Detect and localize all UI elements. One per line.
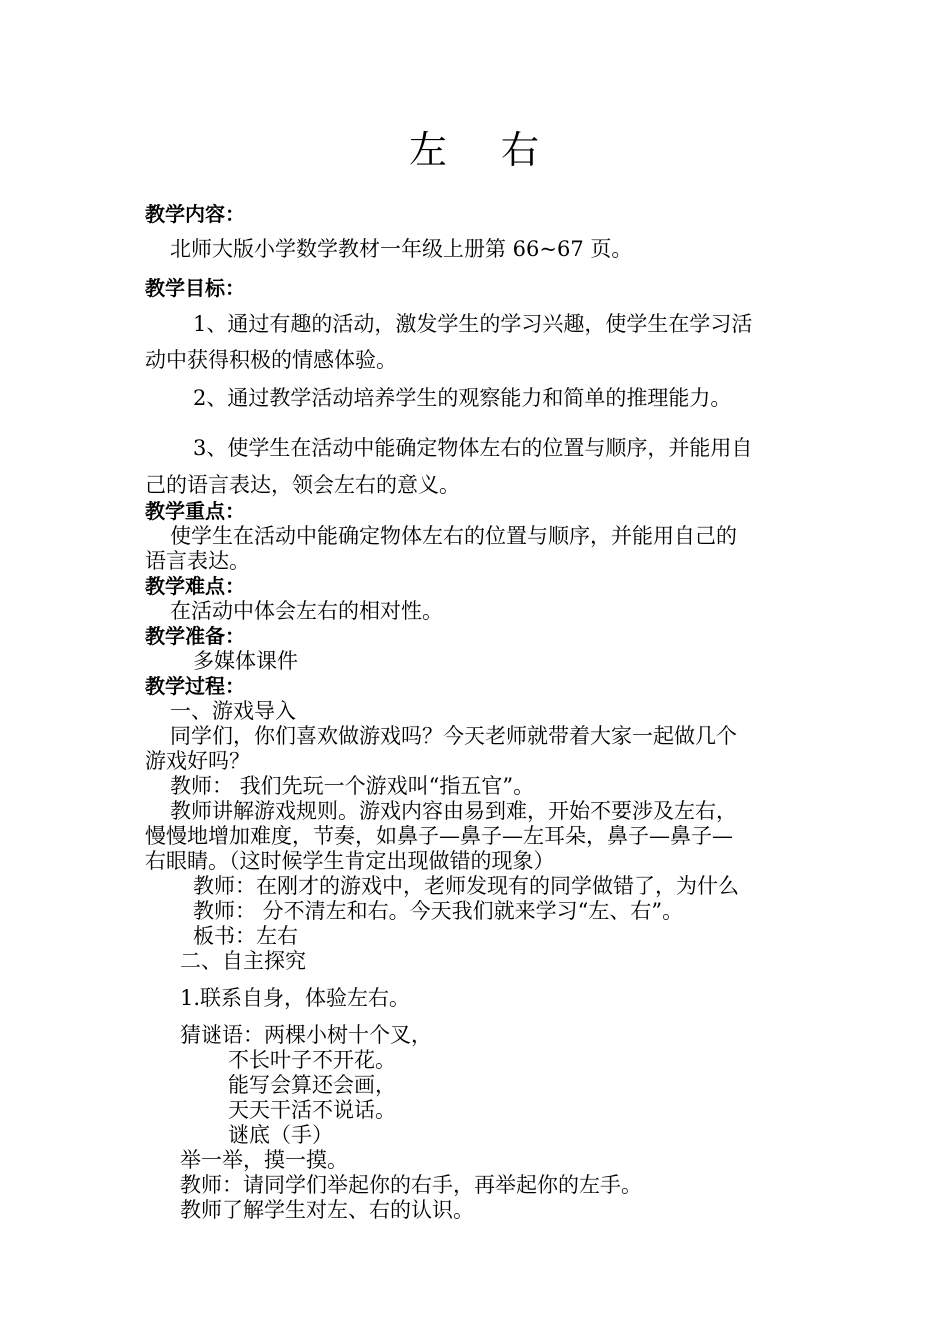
title-left-char: 左 bbox=[408, 128, 449, 172]
process-p1-line-2: 游戏好吗？ bbox=[145, 749, 250, 773]
riddle-line-1: 猜谜语：两棵小树十个叉， bbox=[180, 1023, 432, 1047]
process-p8: 教师：请同学们举起你的右手，再举起你的左手。 bbox=[180, 1173, 642, 1197]
objective-1-line-1: 1、通过有趣的活动，激发学生的学习兴趣，使学生在学习活 bbox=[193, 312, 753, 336]
difficulties-text: 在活动中体会左右的相对性。 bbox=[170, 599, 443, 623]
riddle-line-5: 谜底（手） bbox=[228, 1123, 333, 1147]
riddle-line-2: 不长叶子不开花。 bbox=[228, 1048, 396, 1072]
riddle-line-4: 天天干活不说话。 bbox=[228, 1098, 396, 1122]
heading-key-points: 教学重点： bbox=[145, 499, 245, 523]
heading-difficulties: 教学难点： bbox=[145, 574, 245, 598]
process-p3-line-3: 右眼睛。（这时候学生肯定出现做错的现象） bbox=[145, 849, 555, 873]
riddle-line-3: 能写会算还会画， bbox=[228, 1073, 396, 1097]
preparation-text: 多媒体课件 bbox=[193, 649, 298, 673]
process-p5: 教师： 分不清左和右。今天我们就来学习“左、右”。 bbox=[193, 899, 684, 923]
heading-process: 教学过程： bbox=[145, 674, 245, 698]
heading-objectives: 教学目标： bbox=[145, 276, 245, 300]
process-p4: 教师：在刚才的游戏中，老师发现有的同学做错了，为什么 bbox=[193, 874, 739, 898]
objective-3-line-2: 己的语言表达，领会左右的意义。 bbox=[145, 473, 460, 497]
process-p3-line-2: 慢慢地增加难度，节奏，如鼻子—鼻子—左耳朵，鼻子—鼻子— bbox=[145, 824, 733, 848]
process-p3-line-1: 教师讲解游戏规则。游戏内容由易到难，开始不要涉及左右， bbox=[170, 799, 737, 823]
objective-1-line-2: 动中获得积极的情感体验。 bbox=[145, 348, 397, 372]
key-points-line-1: 使学生在活动中能确定物体左右的位置与顺序，并能用自己的 bbox=[170, 524, 737, 548]
objective-3-line-1: 3、使学生在活动中能确定物体左右的位置与顺序，并能用自 bbox=[193, 436, 753, 460]
process-section-1: 一、游戏导入 bbox=[170, 699, 296, 723]
process-p1-line-1: 同学们，你们喜欢做游戏吗？今天老师就带着大家一起做几个 bbox=[170, 724, 737, 748]
heading-content: 教学内容： bbox=[145, 202, 245, 226]
title-right-char: 右 bbox=[501, 128, 542, 172]
content-text: 北师大版小学数学教材一年级上册第 66~67 页。 bbox=[170, 237, 633, 261]
process-p2: 教师： 我们先玩一个游戏叫“指五官”。 bbox=[170, 774, 535, 798]
objective-2: 2、通过教学活动培养学生的观察能力和简单的推理能力。 bbox=[193, 386, 732, 410]
page-title bbox=[0, 128, 950, 172]
key-points-line-2: 语言表达。 bbox=[145, 549, 250, 573]
process-p7: 举一举，摸一摸。 bbox=[180, 1148, 348, 1172]
process-sub-1: 1.联系自身，体验左右。 bbox=[180, 986, 411, 1010]
process-p6: 板书：左右 bbox=[193, 924, 298, 948]
process-p9: 教师了解学生对左、右的认识。 bbox=[180, 1198, 474, 1222]
heading-preparation: 教学准备： bbox=[145, 624, 245, 648]
process-section-2: 二、自主探究 bbox=[180, 949, 306, 973]
